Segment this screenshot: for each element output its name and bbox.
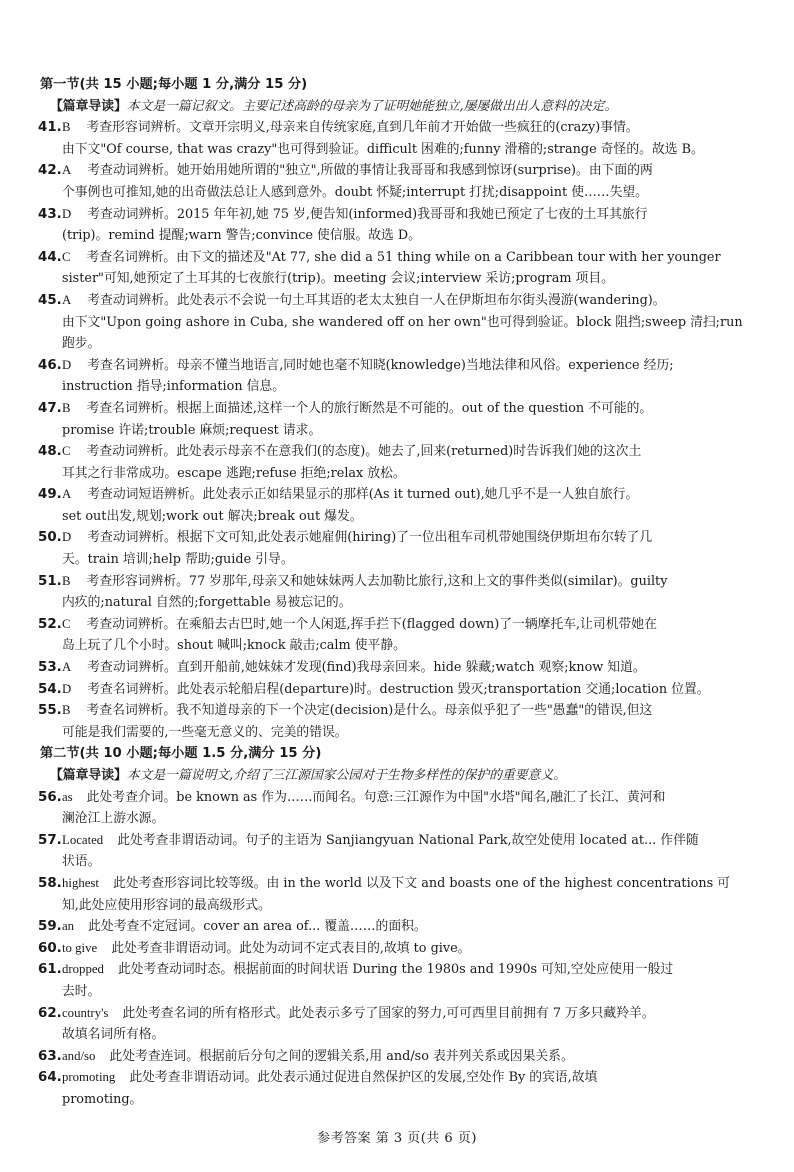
- explanation-text: 考查动词辨析。在乘船去古巴时,她一个人闲逛,挥手拦下(flagged down)了一辆摩托车,让司机带她在: [86, 616, 657, 632]
- answer-item: [40, 117, 756, 160]
- answer-choice: A: [62, 487, 72, 502]
- explanation-line: [62, 527, 756, 549]
- explanation-line: [62, 895, 756, 917]
- answer-choice: D: [62, 530, 72, 545]
- explanation-text: 澜沧江上游水源。: [62, 811, 165, 827]
- explanation-line: [62, 398, 756, 420]
- answer-choice: D: [62, 206, 72, 221]
- answer-item: [40, 484, 756, 527]
- answer-item: [40, 873, 756, 916]
- question-number: 49.: [38, 487, 62, 503]
- explanation-line: [62, 938, 756, 960]
- answer-choice: an: [62, 919, 75, 934]
- explanation-text: 考查名词辨析。根据上面描述,这样一个人的旅行断然是不可能的。out of the question 不可能的。: [86, 400, 653, 416]
- explanation-line: [62, 441, 756, 463]
- answer-choice: A: [62, 163, 72, 178]
- question-number: 59.: [38, 919, 62, 935]
- answer-choice: highest: [62, 875, 99, 890]
- answer-item: [40, 1067, 756, 1110]
- explanation-line: [62, 1067, 756, 1089]
- explanation-line: [62, 722, 756, 744]
- explanation-line: [62, 981, 756, 1003]
- explanation-text: 此处考查非谓语动词。此处为动词不定式表目的,故填 to give。: [111, 940, 471, 956]
- explanation-line: [62, 333, 756, 355]
- answer-choice: D: [62, 357, 72, 372]
- answer-choice: to give: [62, 940, 98, 955]
- explanation-text: 由下文"Of course, that was crazy"也可得到验证。difficult 困难的;funny 滑稽的;strange 奇怪的。故选 B。: [62, 141, 704, 157]
- explanation-text: 此处考查动词时态。根据前面的时间状语 During the 1980s and 1990s 可知,空处应使用一般过: [117, 962, 674, 978]
- question-number: 51.: [38, 573, 62, 589]
- section2-guide-tag: 【篇章导读】: [50, 768, 127, 783]
- question-number: 58.: [38, 875, 62, 891]
- explanation-text: promoting。: [62, 1091, 143, 1107]
- answer-item: [40, 204, 756, 247]
- explanation-line: [62, 160, 756, 182]
- explanation-line: [62, 247, 756, 269]
- question-number: 42.: [38, 163, 62, 179]
- question-number: 53.: [38, 660, 62, 676]
- explanation-line: [62, 959, 756, 981]
- answer-item: [40, 160, 756, 203]
- section1-guide-text: 本文是一篇记叙文。主要记述高龄的母亲为了证明她能独立,屡屡做出出人意料的决定。: [126, 98, 618, 114]
- explanation-line: [62, 484, 756, 506]
- answer-item: [40, 916, 756, 938]
- explanation-text: sister"可知,她预定了土耳其的七夜旅行(trip)。meeting 会议;interview 采访;program 项目。: [62, 271, 614, 287]
- answer-item: [40, 614, 756, 657]
- section1-guide: [40, 96, 756, 118]
- answer-item: [40, 247, 756, 290]
- explanation-line: [62, 571, 756, 593]
- explanation-text: 状语。: [62, 854, 101, 870]
- explanation-text: 考查动词辨析。根据下文可知,此处表示她雇佣(hiring)了一位出租车司机带她围绕伊斯坦布尔转了几: [87, 530, 653, 546]
- explanation-text: 内疚的;natural 自然的;forgettable 易被忘记的。: [62, 595, 352, 611]
- answer-choice: A: [62, 292, 72, 307]
- answer-choice: B: [62, 703, 71, 718]
- answer-choice: C: [62, 444, 71, 459]
- section2-answers: [40, 787, 756, 1111]
- question-number: 61.: [38, 962, 62, 978]
- explanation-text: 考查动词辨析。2015 年年初,她 75 岁,便告知(informed)我哥哥和我她已预定了七夜的土耳其旅行: [87, 206, 648, 222]
- answer-item: [40, 355, 756, 398]
- explanation-line: [62, 830, 756, 852]
- explanation-text: 此处考查介词。be known as 作为……而闻名。句意:三江源作为中国"水塔"闻名,融汇了长江、黄河和: [86, 789, 666, 805]
- question-number: 41.: [38, 120, 62, 136]
- section2-guide-text: 本文是一篇说明文,介绍了三江源国家公园对于生物多样性的保护的重要意义。: [126, 768, 566, 783]
- explanation-text: 个事例也可推知,她的出奇做法总让人感到意外。doubt 怀疑;interrupt 打扰;disappoint 使……失望。: [62, 184, 648, 200]
- explanation-text: set out出发,规划;work out 解决;break out 爆发。: [62, 508, 363, 524]
- explanation-text: (trip)。remind 提醒;warn 警告;convince 使信服。故选 D。: [62, 228, 421, 244]
- question-number: 54.: [38, 681, 62, 697]
- answer-item: [40, 290, 756, 355]
- explanation-line: [62, 182, 756, 204]
- explanation-text: 考查动词辨析。直到开船前,她妹妹才发现(find)我母亲回来。hide 躲藏;watch 观察;know 知道。: [87, 660, 646, 676]
- explanation-line: [62, 700, 756, 722]
- answer-choice: dropped: [62, 962, 104, 977]
- explanation-line: [62, 117, 756, 139]
- section2-guide: [40, 765, 756, 787]
- answer-item: [40, 571, 756, 614]
- explanation-text: 知,此处应使用形容词的最高级形式。: [62, 897, 271, 913]
- answer-choice: A: [62, 660, 72, 675]
- explanation-text: 考查动词辨析。她开始用她所谓的"独立",所做的事情让我哥哥和我感到惊讶(surprise)。由下面的两: [87, 163, 653, 179]
- answer-item: [40, 830, 756, 873]
- explanation-text: 考查动词辨析。此处表示母亲不在意我们(的态度)。她去了,回来(returned)时告诉我们她的这次土: [86, 444, 642, 460]
- explanation-text: 此处考查名词的所有格形式。此处表示多亏了国家的努力,可可西里目前拥有 7 万多只藏羚羊。: [122, 1005, 655, 1021]
- explanation-line: [62, 873, 756, 895]
- section1-answers: [40, 117, 756, 743]
- explanation-text: 去时。: [62, 983, 101, 999]
- answer-item: [40, 527, 756, 570]
- explanation-text: 考查名词辨析。此处表示轮船启程(departure)时。destruction 毁灭;transportation 交通;location 位置。: [87, 681, 710, 697]
- question-number: 55.: [38, 703, 62, 719]
- explanation-line: [62, 1024, 756, 1046]
- question-number: 56.: [38, 789, 62, 805]
- explanation-line: [62, 635, 756, 657]
- explanation-text: 跑步。: [62, 336, 101, 352]
- answer-choice: B: [62, 400, 71, 415]
- explanation-line: [62, 808, 756, 830]
- section1-guide-tag: 【篇章导读】: [50, 98, 127, 114]
- answer-choice: promoting: [62, 1070, 116, 1085]
- explanation-line: [62, 851, 756, 873]
- explanation-line: [62, 916, 756, 938]
- answer-item: [40, 787, 756, 830]
- explanation-text: 考查动词短语辨析。此处表示正如结果显示的那样(As it turned out),她几乎不是一人独自旅行。: [87, 487, 639, 503]
- answer-item: [40, 657, 756, 679]
- explanation-line: [62, 787, 756, 809]
- explanation-text: 考查名词辨析。由下文的描述及"At 77, she did a 51 thing while on a Caribbean tour with her younger: [86, 249, 721, 265]
- explanation-line: [62, 614, 756, 636]
- explanation-line: [62, 139, 756, 161]
- question-number: 62.: [38, 1005, 62, 1021]
- explanation-text: 天。train 培训;help 帮助;guide 引导。: [62, 552, 294, 568]
- explanation-line: [62, 679, 756, 701]
- explanation-text: instruction 指导;information 信息。: [62, 379, 286, 395]
- question-number: 64.: [38, 1070, 62, 1086]
- explanation-text: 此处考查非谓语动词。此处表示通过促进自然保护区的发展,空处作 By 的宾语,故填: [129, 1070, 598, 1086]
- explanation-line: [62, 290, 756, 312]
- answer-choice: as: [62, 789, 73, 804]
- question-number: 52.: [38, 616, 62, 632]
- explanation-text: 故填名词所有格。: [62, 1027, 165, 1043]
- answer-item: [40, 441, 756, 484]
- question-number: 63.: [38, 1048, 62, 1064]
- question-number: 48.: [38, 444, 62, 460]
- explanation-line: [62, 463, 756, 485]
- answer-choice: Located: [62, 832, 104, 847]
- explanation-text: 此处考查连词。根据前后分句之间的逻辑关系,用 and/so 表并列关系或因果关系。: [109, 1048, 574, 1064]
- explanation-text: 考查动词辨析。此处表示不会说一句土耳其语的老太太独自一人在伊斯坦布尔街头漫游(wandering)。: [87, 292, 666, 308]
- question-number: 50.: [38, 530, 62, 546]
- explanation-line: [62, 592, 756, 614]
- explanation-text: 考查名词辨析。母亲不懂当地语言,同时她也毫不知晓(knowledge)当地法律和风俗。experience 经历;: [87, 357, 674, 373]
- explanation-line: [62, 1046, 756, 1068]
- answer-item: [40, 1046, 756, 1068]
- explanation-line: [62, 355, 756, 377]
- question-number: 43.: [38, 206, 62, 222]
- explanation-text: 耳其之行非常成功。escape 逃跑;refuse 拒绝;relax 放松。: [62, 465, 406, 481]
- explanation-text: 考查名词辨析。我不知道母亲的下一个决定(decision)是什么。母亲似乎犯了一些"愚蠢"的错误,但这: [86, 703, 653, 719]
- explanation-text: 可能是我们需要的,一些毫无意义的、完美的错误。: [62, 724, 348, 740]
- question-number: 45.: [38, 292, 62, 308]
- explanation-line: [62, 1003, 756, 1025]
- answer-choice: C: [62, 249, 71, 264]
- explanation-text: 考查形容词辨析。文章开宗明义,母亲来自传统家庭,直到几年前才开始做一些疯狂的(crazy)事情。: [86, 120, 639, 136]
- answer-choice: country's: [62, 1005, 109, 1020]
- explanation-line: [62, 312, 756, 334]
- answer-item: [40, 1003, 756, 1046]
- explanation-line: [62, 376, 756, 398]
- question-number: 60.: [38, 940, 62, 956]
- answer-choice: D: [62, 681, 72, 696]
- answer-choice: and/so: [62, 1048, 96, 1063]
- page-footer: 参考答案 第 3 页(共 6 页): [317, 1131, 477, 1146]
- answer-choice: B: [62, 573, 71, 588]
- explanation-text: 此处考查非谓语动词。句子的主语为 Sanjiangyuan National Park,故空处使用 located at... 作伴随: [117, 832, 699, 848]
- section2-title: 第二节(共 10 小题;每小题 1.5 分,满分 15 分): [40, 746, 322, 762]
- explanation-text: 此处考查形容词比较等级。由 in the world 以及下文 and boasts one of the highest concentrations 可: [112, 875, 731, 891]
- question-number: 46.: [38, 357, 62, 373]
- answer-item: [40, 700, 756, 743]
- explanation-text: 此处考查不定冠词。cover an area of... 覆盖……的面积。: [88, 919, 427, 935]
- answer-item: [40, 679, 756, 701]
- answer-item: [40, 938, 756, 960]
- page-content: [40, 74, 756, 1111]
- explanation-line: [62, 204, 756, 226]
- question-number: 47.: [38, 400, 62, 416]
- section1-title: 第一节(共 15 小题;每小题 1 分,满分 15 分): [40, 77, 308, 92]
- explanation-text: promise 许诺;trouble 麻烦;request 请求。: [62, 422, 322, 438]
- question-number: 44.: [38, 249, 62, 265]
- answer-choice: B: [62, 120, 71, 135]
- answer-choice: C: [62, 616, 71, 631]
- question-number: 57.: [38, 832, 62, 848]
- answer-item: [40, 959, 756, 1002]
- explanation-line: [62, 420, 756, 442]
- explanation-text: 岛上玩了几个小时。shout 喊叫;knock 敲击;calm 使平静。: [62, 638, 406, 654]
- explanation-line: [62, 1089, 756, 1111]
- explanation-line: [62, 506, 756, 528]
- answer-item: [40, 398, 756, 441]
- explanation-line: [62, 268, 756, 290]
- explanation-line: [62, 225, 756, 247]
- explanation-text: 由下文"Upon going ashore in Cuba, she wandered off on her own"也可得到验证。block 阻挡;sweep 清扫;run: [62, 314, 743, 330]
- explanation-text: 考查形容词辨析。77 岁那年,母亲又和她妹妹两人去加勒比旅行,这和上文的事件类似(similar)。guilty: [86, 573, 668, 589]
- explanation-line: [62, 657, 756, 679]
- explanation-line: [62, 549, 756, 571]
